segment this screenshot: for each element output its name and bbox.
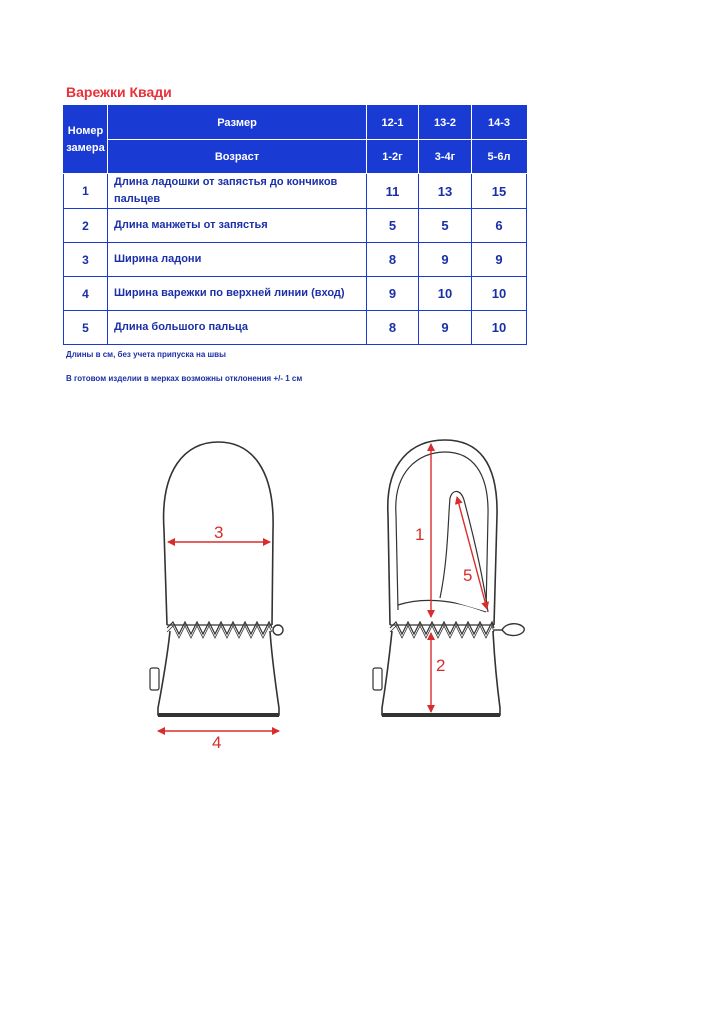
label-tag <box>150 668 159 690</box>
row-label: Длина большого пальца <box>108 311 367 345</box>
label-tag <box>373 668 382 690</box>
measure-2-label: 2 <box>436 656 446 675</box>
row-number: 2 <box>64 209 108 243</box>
carabiner-icon <box>502 624 524 636</box>
measure-4-label: 4 <box>212 733 222 752</box>
row-value: 9 <box>367 277 419 311</box>
row-value: 10 <box>472 311 527 345</box>
cuff-outline <box>158 631 279 715</box>
row-value: 5 <box>419 209 472 243</box>
row-value: 6 <box>472 209 527 243</box>
measure-3-label: 3 <box>214 523 224 542</box>
row-value: 15 <box>472 174 527 209</box>
row-label: Ширина варежки по верхней линии (вход) <box>108 277 367 311</box>
age-header: Возраст <box>108 140 367 174</box>
row-value: 5 <box>367 209 419 243</box>
row-number: 3 <box>64 243 108 277</box>
row-label: Длина манжеты от запястья <box>108 209 367 243</box>
row-value: 9 <box>419 311 472 345</box>
loop-icon <box>273 625 283 635</box>
deviation-note: В готовом изделии в мерках возможны отклонения +/- 1 см <box>66 374 303 383</box>
measure-1-label: 1 <box>415 525 425 544</box>
row-number: 5 <box>64 311 108 345</box>
row-number: 1 <box>64 174 108 209</box>
row-value: 11 <box>367 174 419 209</box>
row-label: Длина ладошки от запястья до кончиков пальцев <box>108 174 367 209</box>
row-value: 8 <box>367 243 419 277</box>
row-value: 9 <box>472 243 527 277</box>
size-col: 12-1 <box>367 106 419 140</box>
age-col: 5-6л <box>472 140 527 174</box>
age-col: 3-4г <box>419 140 472 174</box>
age-col: 1-2г <box>367 140 419 174</box>
size-col: 13-2 <box>419 106 472 140</box>
seam-note: Длины в см, без учета припуска на швы <box>66 350 226 359</box>
row-value: 10 <box>472 277 527 311</box>
page-title: Варежки Квади <box>66 84 172 100</box>
row-value: 8 <box>367 311 419 345</box>
measure-5-label: 5 <box>463 566 473 585</box>
mitten-palm-view <box>373 440 524 715</box>
row-label: Ширина ладони <box>108 243 367 277</box>
row-value: 10 <box>419 277 472 311</box>
elastic-zigzag <box>390 622 494 634</box>
row-value: 13 <box>419 174 472 209</box>
mitten-back-view <box>150 442 283 715</box>
size-header: Размер <box>108 106 367 140</box>
size-col: 14-3 <box>472 106 527 140</box>
thumb-outline <box>440 491 488 612</box>
row-value: 9 <box>419 243 472 277</box>
measure-number-header: Номер замера <box>64 106 108 174</box>
row-number: 4 <box>64 277 108 311</box>
